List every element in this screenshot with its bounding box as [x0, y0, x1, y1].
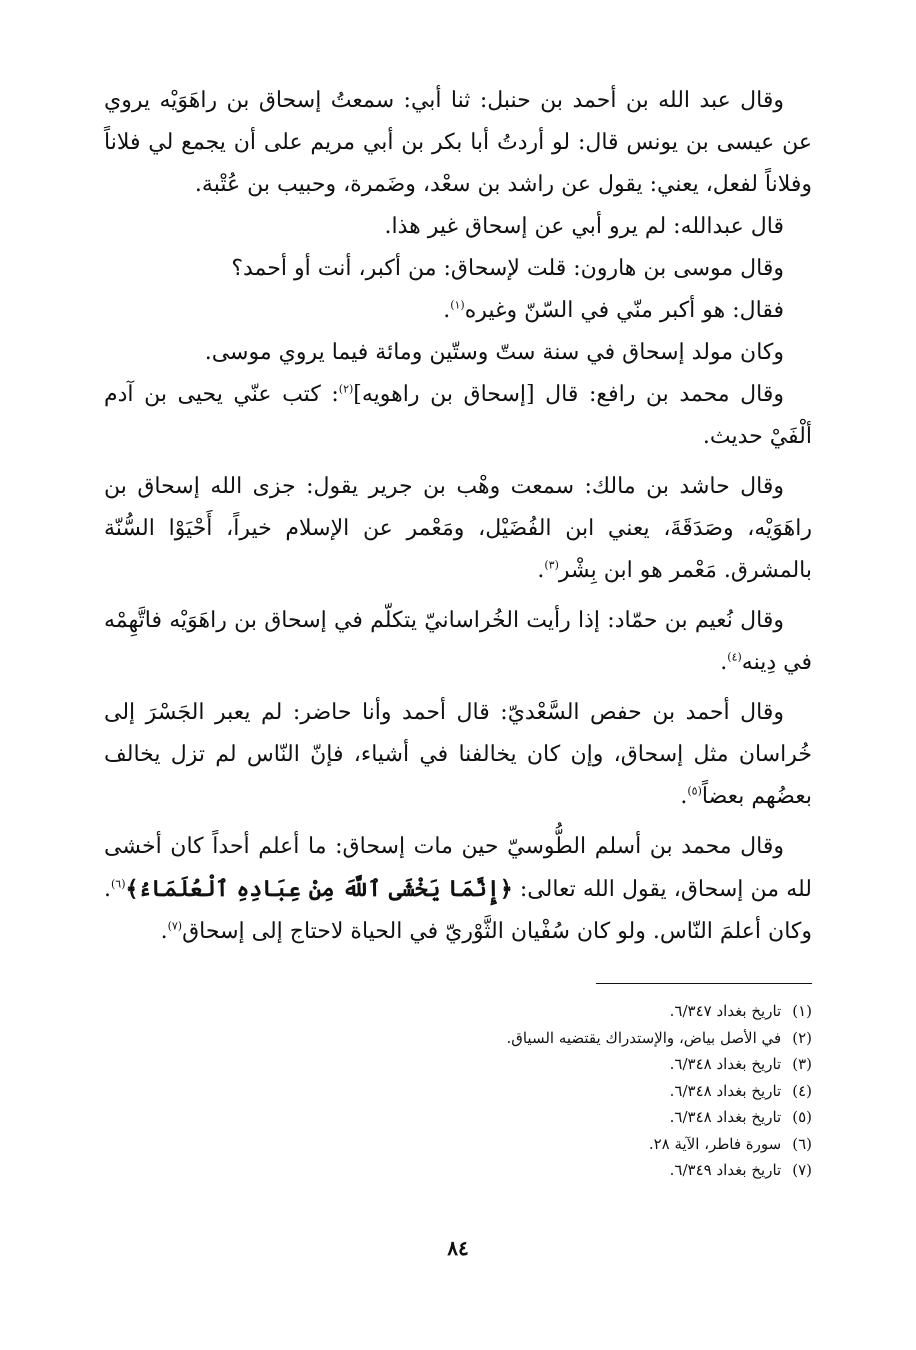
footnote [104, 1051, 812, 1078]
footnote-text: تاريخ بغداد ٦/٣٤٨. [669, 1055, 782, 1073]
footnote [104, 1104, 812, 1131]
footnote [104, 1025, 812, 1052]
paragraph: وقال موسى بن هارون: قلت لإسحاق: من أكبر، أنت أو أحمد؟ [231, 256, 784, 281]
footnote [104, 1131, 812, 1158]
quran-verse: ﴿إِنَّمَا يَخْشَى ٱللَّهَ مِنْ عِبَادِهِ ٱلْعُلَمَاءُ﴾ [125, 876, 513, 902]
footnotes [104, 998, 812, 1184]
footnote-text: سورة فاطر، الآية ٢٨. [648, 1134, 782, 1153]
page-number: ٨٤ [447, 1236, 469, 1260]
footnote-text: تاريخ بغداد ٦/٣٤٨. [669, 1108, 782, 1126]
paragraph: وقال عبد الله بن أحمد بن حنبل: ثنا أبي: سمعتُ إسحاق بن راهَوَيْه يروي عن عيسى بن يونس قال: لو أردتُ أبا بكر بن أبي مريم على أن يجمع لي فلاناً وفلاناً لفعل، يعني: يقول عن راشد بن سعْد، وضَمرة، وحبيب بن عُتْبة. [104, 88, 812, 197]
footnote-number: (٧) [792, 1161, 812, 1179]
footnote-text: تاريخ بغداد ٦/٣٤٩. [669, 1161, 782, 1179]
footnote-text: تاريخ بغداد ٦/٣٤٨. [669, 1081, 782, 1100]
footnote-marker: (٥) [687, 784, 702, 798]
footnote-marker: (٤) [727, 650, 742, 664]
footnote-number: (٤) [792, 1081, 812, 1100]
paragraph: قال عبدالله: لم يرو أبي عن إسحاق غير هذا. [384, 214, 784, 239]
footnote [104, 998, 812, 1025]
paragraph: وقال أحمد بن حفص السَّعْديّ: قال أحمد وأنا حاضر: لم يعبر الجَسْرَ إلى خُراسان مثل إسحاق، وإن كان يخالفنا في أشياء، فإنّ النّاس لم تزل يخالف بعضُهم بعضاً$^{(٥)}$. [104, 700, 812, 809]
paragraph: وقال محمد بن رافع: قال [إسحاق بن راهويه]$^{(٢)}$: كتب عنّي يحيى بن آدم ألْفَيْ حديث. [104, 382, 812, 449]
paragraph: وقال محمد بن أسلم الطُّوسيّ حين مات إسحاق: ما أعلم أحداً كان أخشى لله من إسحاق، يقول الله تعالى: ﴿إِنَّمَا يَخْشَى ٱللَّهَ مِنْ عِبَادِهِ ٱلْعُلَمَاءُ﴾$^{(٦)}$. وكان أعلمَ النّاس. ولو كان سُفْيان الثَّوْريّ في الحياة لاحتاج إلى إسحاق$^{(٧)}$. [104, 834, 813, 944]
footnote-number: (٣) [792, 1055, 812, 1073]
footnote-number: (٦) [792, 1134, 812, 1153]
main-text [104, 80, 812, 953]
footnote-number: (٥) [792, 1108, 812, 1126]
paragraph: وقال حاشد بن مالك: سمعت وهْب بن جرير يقول: جزى الله إسحاق بن راهَوَيْه، وصَدَقَةَ، يعني ابن الفُضَيْل، ومَعْمر عن الإسلام خيراً، أَحْيَوْا السُّنّة بالمشرق. مَعْمر هو ابن بِشْر$^{(٣)}$. [104, 474, 813, 583]
footnote-marker: (٧) [167, 919, 183, 933]
footnote-marker: (٦) [111, 877, 126, 891]
footnote-marker: (٢) [338, 382, 354, 396]
footnote-number: (٢) [792, 1028, 812, 1047]
footnote [104, 1157, 812, 1184]
footnote-text: تاريخ بغداد ٦/٣٤٧. [669, 1002, 782, 1020]
footnote-number: (١) [792, 1002, 812, 1020]
footnote-text: في الأصل بياض، والإستدراك يقتضيه السياق. [506, 1028, 782, 1047]
footnote [104, 1078, 812, 1105]
footnote-marker: (٣) [544, 558, 559, 572]
paragraph: وقال نُعيم بن حمّاد: إذا رأيت الخُراسانيّ يتكلّم في إسحاق بن راهَوَيْه فاتَّهِمْه في دِينه$^{(٤)}$. [104, 608, 812, 675]
footnote-marker: (١) [450, 298, 465, 312]
footnote-separator [596, 983, 812, 984]
paragraph: وكان مولد إسحاق في سنة ستّ وستّين ومائة فيما يروي موسى. [204, 340, 784, 365]
paragraph: فقال: هو أكبر منّي في السّنّ وغيره$^{(١)}$. [443, 298, 784, 323]
